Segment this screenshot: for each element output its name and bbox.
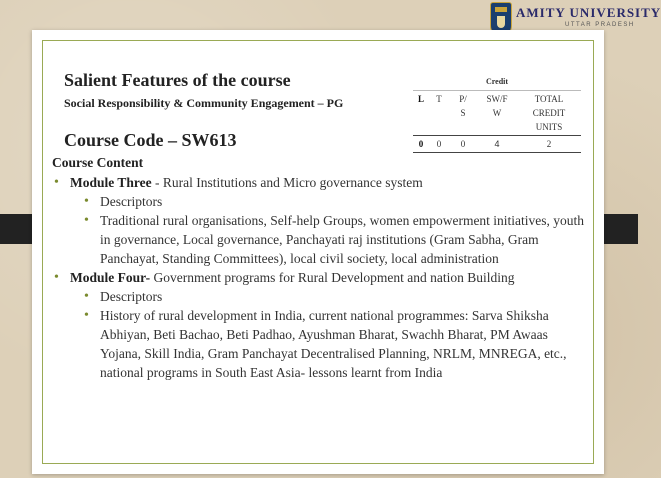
bullet-icon: •	[84, 213, 89, 228]
bullet-icon: •	[54, 175, 59, 190]
module-title: Module Three	[70, 175, 152, 190]
module-title: Module Four-	[70, 270, 151, 285]
credit-header: Credit	[413, 74, 581, 91]
col-t: T	[429, 91, 449, 136]
credit-table	[413, 74, 581, 153]
val-total: 2	[517, 136, 581, 153]
module-desc: Government programs for Rural Development and nation Building	[150, 270, 515, 285]
bullet-icon: •	[54, 270, 59, 285]
slide-subtitle: Social Responsibility & Community Engagement – PG	[64, 96, 344, 110]
slide-title: Salient Features of the course	[64, 70, 291, 90]
list-item: • Traditional rural organisations, Self-help Groups, women empowerment initiatives, youth in governance, Local governance, Panchayati raj institutions (Gram Sabha, Gram Panchayat, Standing Committees), local civil society, local administration	[84, 213, 585, 266]
bullet-icon: •	[84, 194, 89, 209]
logo-location: UTTAR PRADESH	[565, 22, 635, 28]
logo-name: AMITY UNIVERSITY	[516, 5, 661, 20]
list-item: • History of rural development in India, current national programmes: Sarva Shiksha Abhiyan, Beti Bachao, Beti Padhao, Ayushman Bharat, Swachh Bharat, PM Awaas Yojana, Skill India, Gram Panchayat Decentralised Planning, NRLM, MNREGA, etc., national programs in South East Asia- lessons learnt from India	[84, 308, 567, 380]
col-l: L	[413, 91, 429, 136]
val-ps: 0	[449, 136, 477, 153]
module-three	[52, 173, 588, 192]
list-item: • Descriptors	[84, 289, 163, 304]
col-swfw: SW/F W	[477, 91, 517, 136]
val-t: 0	[429, 136, 449, 153]
content-heading: Course Content	[52, 155, 144, 170]
val-swfw: 4	[477, 136, 517, 153]
col-total: TOTAL CREDIT UNITS	[517, 91, 581, 136]
module-four	[52, 268, 588, 287]
val-l: 0	[413, 136, 429, 153]
course-content	[52, 153, 588, 382]
bullet-icon: •	[84, 308, 89, 323]
bullet-icon: •	[84, 289, 89, 304]
list-item: • Descriptors	[84, 194, 163, 209]
col-ps: P/ S	[449, 91, 477, 136]
course-code: Course Code – SW613	[64, 130, 237, 150]
module-desc: - Rural Institutions and Micro governance system	[151, 175, 423, 190]
